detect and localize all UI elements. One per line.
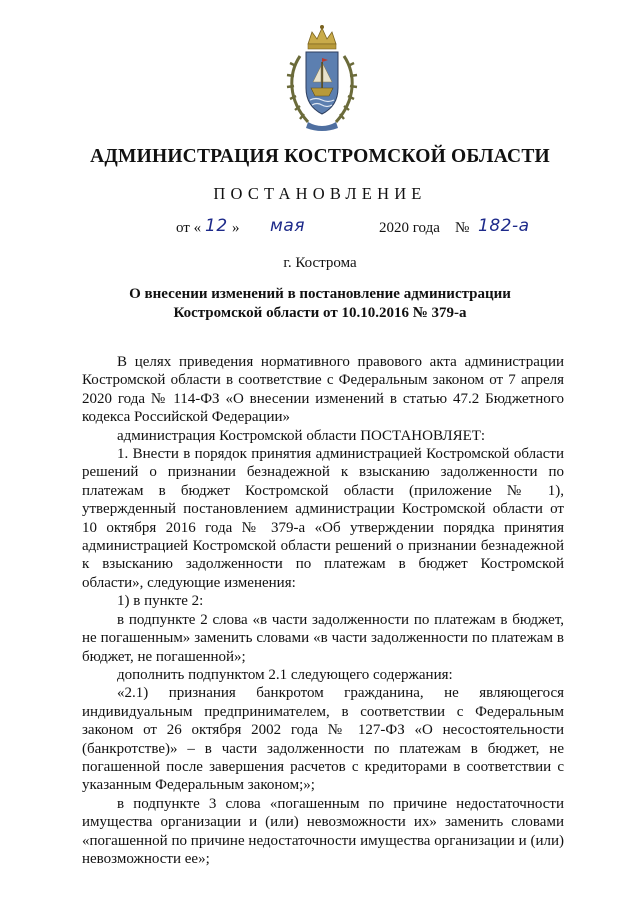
document-body — [82, 353, 564, 868]
body-paragraph: в подпункте 2 слова «в части задолженности по платежам в бюджет, не погашенным» заменить словами «в части задолженности по платежам в бюджет, не погашенной»; — [82, 611, 564, 665]
coat-of-arms-icon — [282, 22, 362, 134]
organization-title: АДМИНИСТРАЦИЯ КОСТРОМСКОЙ ОБЛАСТИ — [90, 146, 550, 167]
body-paragraph: В целях приведения нормативного правового акта администрации Костромской области в соответствие с Федеральным законом от 7 апреля 2020 года № 114-ФЗ «О внесении изменений в статью 47.2 Бюджетного кодекса Российской Федерации» — [82, 354, 564, 426]
document-subject — [90, 285, 550, 323]
body-paragraph: «2.1) признания банкротом гражданина, не являющегося индивидуальным предпринимателем, в соответствии с Федеральным законом от 26 октября 2002 года № 127-ФЗ «О несостоятельности (банкротстве)» – в части задолженности по платежам в бюджет, не погашенной после завершения расчетов с кредиторами в соответствии с указанным Федеральным законом;»; — [82, 685, 564, 794]
date-prefix: от « — [176, 220, 202, 236]
body-paragraph: 1. Внести в порядок принятия администрацией Костромской области решений о признании безнадежной к взысканию задолженности по платежам в бюджет Костромской области (приложение № 1), утвержденный постановлением администрации Костромской области от 10 октября 2016 года № 379-а «Об утверждении порядка принятия администрацией Костромской области решений о признании безнадежной к взысканию задолженности по платежам в бюджет Костромской области», следующие изменения: — [82, 446, 564, 591]
body-paragraph: 1) в пункте 2: — [117, 593, 204, 610]
body-paragraph: дополнить подпунктом 2.1 следующего содержания: — [117, 666, 453, 683]
date-line — [0, 214, 640, 244]
subject-line: О внесении изменений в постановление администрации — [129, 286, 511, 302]
document-number-handwritten: 182-а — [478, 216, 530, 236]
date-close-quote: » — [232, 220, 240, 236]
date-day-handwritten: 12 — [205, 216, 228, 236]
body-paragraph: в подпункте 3 слова «погашенным по причине недостаточности имущества организации и (или) невозможности их» заменить словами «погашенной по причине недостаточности имущества организации и (или) невозможности ее»; — [82, 795, 564, 867]
body-paragraph: администрация Костромской области ПОСТАНОВЛЯЕТ: — [117, 427, 486, 444]
document-type: ПОСТАНОВЛЕНИЕ — [213, 184, 427, 203]
city: г. Кострома — [283, 255, 357, 271]
subject-line: Костромской области от 10.10.2016 № 379-а — [173, 305, 467, 321]
date-year: 2020 года — [379, 220, 440, 236]
number-prefix: № — [455, 220, 470, 236]
date-month-handwritten: мая — [270, 216, 305, 236]
